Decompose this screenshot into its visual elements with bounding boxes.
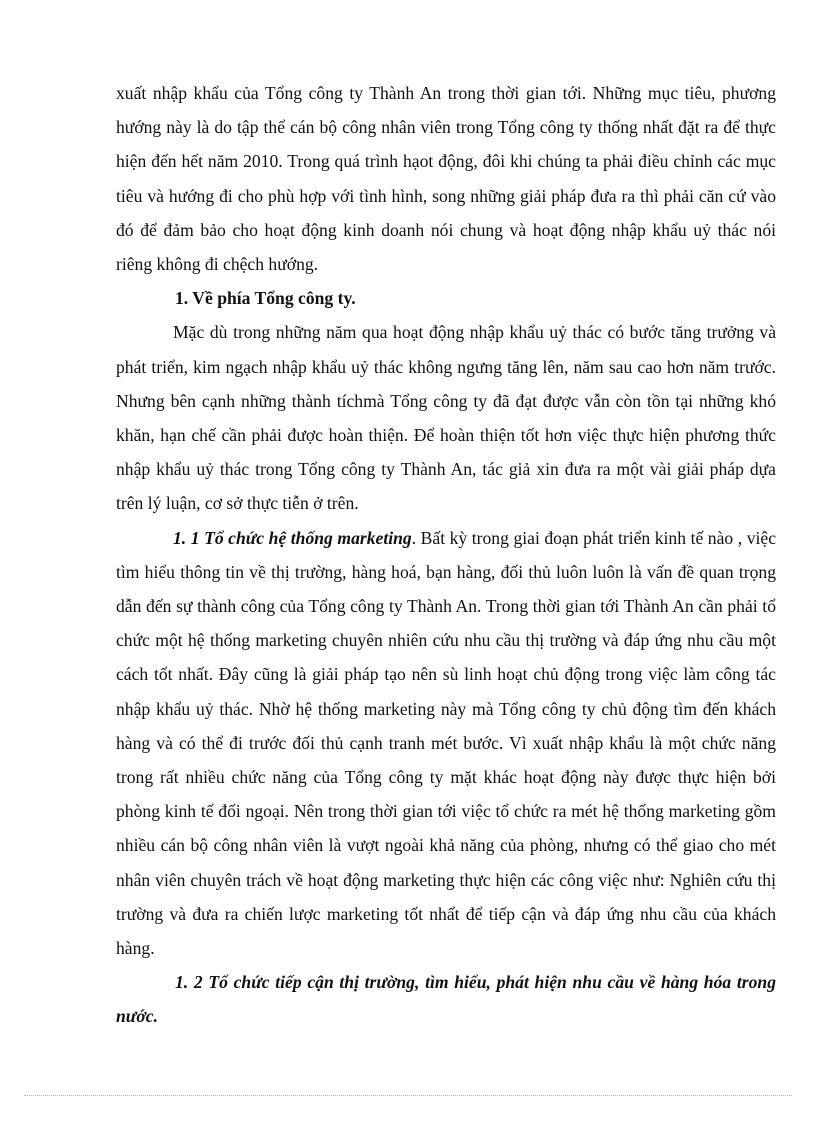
section-heading-company: 1. Về phía Tổng công ty. — [175, 288, 356, 309]
marketing-paragraph — [116, 521, 776, 966]
marketing-paragraph-text: . Bất kỳ trong giai đoạn phát triển kinh tế nào , việc tìm hiểu thông tin về thị trường, hàng hoá, bạn hàng, đối thủ luôn luôn là vấn đề quan trọng dẫn đến sự thành công của Tổng công ty Thành An. Trong thời gian tới Thành An cần phải tổ chức một hệ thống marketing chuyên nhiên cứu nhu cầu thị trường và đáp ứng nhu cầu một cách tốt nhất. Đây cũng là giải pháp tạo nên sù linh hoạt chủ động trong việc làm công tác nhập khẩu uỷ thác. Nhờ hệ thống marketing này mà Tổng công ty chủ động tìm đến khách hàng và có thể đi trước đối thủ cạnh tranh mét bước. Vì xuất nhập khẩu là một chức năng trong rất nhiều chức năng của Tổng công ty mặt khác hoạt động này được thực hiện bởi phòng kinh tế đối ngoại. Nên trong thời gian tới việc tổ chức ra mét hệ thống marketing gồm nhiều cán bộ công nhân viên là vượt ngoài khả năng của phòng, nhưng có thể giao cho mét nhân viên chuyên trách về hoạt động marketing thực hiện các công việc như: Nghiên cứu thị trường và đưa ra chiến lược marketing tốt nhất để tiếp cận và đáp ứng nhu cầu của khách hàng. — [116, 527, 776, 959]
intro-paragraph: xuất nhập khẩu của Tổng công ty Thành An trong thời gian tới. Những mục tiêu, phương hướng này là do tập thể cán bộ công nhân viên trong Tổng công ty thống nhất đặt ra để thực hiện đến hết năm 2010. Trong quá trình hạot động, đôi khi chúng ta phải điều chỉnh các mục tiêu và hướng đi cho phù hợp với tình hình, song những giải pháp đưa ra thì phải căn cứ vào đó để đảm bảo cho hoạt động kinh doanh nói chung và hoạt động nhập khẩu uỷ thác nói riêng không đi chệch hướng. — [116, 83, 776, 275]
subsection-heading-marketing: 1. 1 Tổ chức hệ thống marketing — [173, 527, 412, 548]
page-footer-divider — [24, 1095, 792, 1096]
company-paragraph: Mặc dù trong những năm qua hoạt động nhập khẩu uỷ thác có bước tăng trưởng và phát triển, kim ngạch nhập khẩu uỷ thác không ngưng tăng lên, năm sau cao hơn năm trước. Nhưng bên cạnh những thành tíchmà Tổng công ty đã đạt được vẫn còn tồn tại những khó khăn, hạn chế cần phải được hoàn thiện. Để hoàn thiện tốt hơn việc thực hiện phương thức nhập khẩu uỷ thác trong Tổng công ty Thành An, tác giả xin đưa ra một vài giải pháp dựa trên lý luận, cơ sở thực tiễn ở trên. — [116, 322, 776, 514]
subsection-heading-market-access: 1. 2 Tổ chức tiếp cận thị trường, tìm hiểu, phát hiện nhu cầu về hàng hóa trong nước. — [116, 972, 776, 1027]
document-body — [116, 76, 776, 1034]
